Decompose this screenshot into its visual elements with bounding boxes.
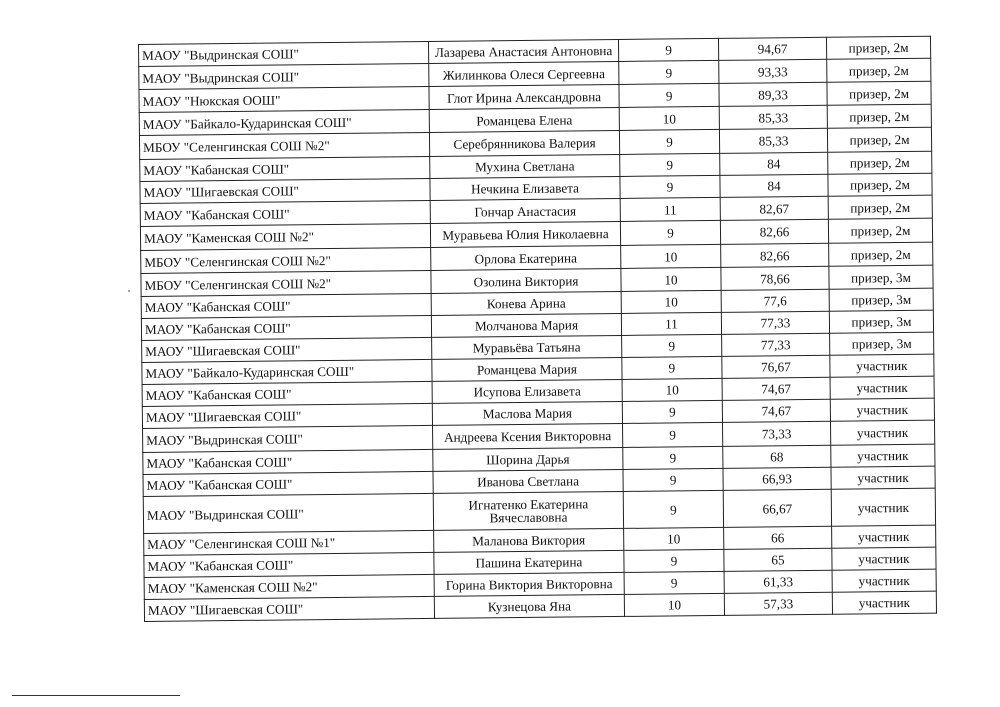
name-cell: Кузнецова Яна <box>434 594 624 618</box>
grade-cell: 9 <box>620 220 720 245</box>
score-cell: 68 <box>723 445 831 468</box>
school-cell: МАОУ "Выдринская СОШ" <box>143 425 433 452</box>
grade-cell: 9 <box>622 400 722 423</box>
grade-cell: 10 <box>622 378 722 401</box>
score-cell: 66 <box>724 526 832 549</box>
score-cell: 93,33 <box>719 59 827 83</box>
score-cell: 94,67 <box>718 37 826 60</box>
name-cell: Серебрянникова Валерия <box>429 130 619 156</box>
name-cell: Гончар Анастасия <box>430 198 620 223</box>
school-cell: МБОУ "Селенгинская СОШ №2" <box>141 270 431 296</box>
score-cell: 66,67 <box>723 489 831 527</box>
grade-cell: 9 <box>622 334 722 357</box>
name-cell: Андреева Ксения Викторовна <box>433 423 623 449</box>
name-cell: Игнатенко Екатерина Вячеславовна <box>433 491 623 530</box>
grade-cell: 10 <box>621 290 721 313</box>
status-cell: участник <box>830 420 934 445</box>
status-cell: призер, 2м <box>828 151 932 174</box>
name-cell: Шорина Дарья <box>433 447 623 471</box>
name-cell: Мухина Светлана <box>430 154 620 178</box>
name-cell: Молчанова Мария <box>431 313 621 337</box>
score-cell: 66,93 <box>723 467 831 490</box>
status-cell: призер, 3м <box>829 310 933 333</box>
school-cell: МБОУ "Селенгинская СОШ №2" <box>141 247 431 273</box>
name-cell: Маланова Виктория <box>434 528 624 552</box>
school-cell: МАОУ "Кабанская СОШ" <box>143 471 433 496</box>
status-cell: призер, 2м <box>827 127 931 152</box>
name-cell: Орлова Екатерина <box>431 245 621 270</box>
status-cell: призер, 2м <box>826 36 930 59</box>
score-cell: 89,33 <box>719 82 827 106</box>
scan-speck <box>128 290 130 292</box>
grade-cell: 9 <box>620 175 720 198</box>
score-cell: 85,33 <box>719 105 827 129</box>
school-cell: МАОУ "Кабанская СОШ" <box>142 381 432 406</box>
score-cell: 77,33 <box>721 311 829 334</box>
grade-cell: 9 <box>624 571 724 594</box>
name-cell: Нечкина Елизавета <box>430 176 620 200</box>
score-cell: 57,33 <box>724 592 832 615</box>
score-cell: 84 <box>720 174 828 197</box>
name-cell: Маслова Мария <box>432 401 622 425</box>
school-cell: МАОУ "Шигаевская СОШ" <box>142 337 432 362</box>
name-cell: Романцева Мария <box>432 357 622 381</box>
name-cell: Глот Ирина Александровна <box>429 84 619 109</box>
name-cell: Муравьева Юлия Николаевна <box>430 221 620 247</box>
status-cell: призер, 3м <box>829 265 933 289</box>
school-cell: МАОУ "Байкало-Кударинская СОШ" <box>139 109 429 135</box>
grade-cell: 9 <box>623 446 723 469</box>
status-cell: призер, 2м <box>828 195 932 219</box>
score-cell: 74,67 <box>722 399 830 422</box>
school-cell: МБОУ "Селенгинская СОШ №2" <box>139 132 429 159</box>
status-cell: призер, 3м <box>830 332 934 355</box>
school-cell: МАОУ "Кабанская СОШ" <box>143 449 433 474</box>
score-cell: 78,66 <box>721 266 829 290</box>
status-cell: призер, 2м <box>829 242 933 266</box>
status-cell: участник <box>832 525 936 548</box>
grade-cell: 9 <box>619 83 719 107</box>
status-cell: участник <box>832 569 936 592</box>
grade-cell: 9 <box>623 490 723 528</box>
name-cell: Романцева Елена <box>429 107 619 132</box>
school-cell: МАОУ "Кабанская СОШ" <box>140 156 430 181</box>
score-cell: 85,33 <box>719 128 827 153</box>
status-cell: призер, 2м <box>828 218 932 243</box>
school-cell: МАОУ "Кабанская СОШ" <box>144 552 434 577</box>
score-cell: 77,6 <box>721 289 829 312</box>
school-cell: МАОУ "Кабанская СОШ" <box>141 293 431 318</box>
grade-cell: 9 <box>619 60 719 84</box>
school-cell: МАОУ "Выдринская СОШ" <box>143 493 433 533</box>
score-cell: 61,33 <box>724 570 832 593</box>
school-cell: МАОУ "Каменская СОШ №2" <box>140 223 430 250</box>
school-cell: МАОУ "Байкало-Кударинская СОШ" <box>142 359 432 384</box>
status-cell: участник <box>830 398 934 421</box>
grade-cell: 10 <box>621 267 721 291</box>
grade-cell: 11 <box>620 197 720 221</box>
name-cell: Муравьёва Татьяна <box>432 335 622 359</box>
score-cell: 82,66 <box>721 243 829 267</box>
name-cell: Исупова Елизавета <box>432 379 622 403</box>
grade-cell: 9 <box>623 422 723 447</box>
score-cell: 82,67 <box>720 196 828 220</box>
school-cell: МАОУ "Кабанская СОШ" <box>140 200 430 226</box>
score-cell: 82,66 <box>720 219 828 244</box>
grade-cell: 9 <box>619 129 719 154</box>
score-cell: 77,33 <box>722 333 830 356</box>
score-cell: 73,33 <box>722 421 830 446</box>
name-cell: Конева Арина <box>431 291 621 315</box>
results-table-body <box>139 36 937 621</box>
status-cell: призер, 2м <box>827 81 931 105</box>
school-cell: МАОУ "Шигаевская СОШ" <box>144 596 434 621</box>
school-cell: МАОУ "Шигаевская СОШ" <box>140 178 430 203</box>
status-cell: участник <box>831 466 935 489</box>
school-cell: МАОУ "Каменская СОШ №2" <box>144 574 434 599</box>
score-cell: 76,67 <box>722 355 830 378</box>
school-cell: МАОУ "Шигаевская СОШ" <box>142 403 432 428</box>
school-cell: МАОУ "Выдринская СОШ" <box>139 41 429 66</box>
score-cell: 65 <box>724 548 832 571</box>
grade-cell: 9 <box>618 38 718 61</box>
status-cell: участник <box>832 547 936 570</box>
status-cell: участник <box>832 591 936 614</box>
status-cell: призер, 2м <box>828 173 932 196</box>
name-cell: Иванова Светлана <box>433 469 623 493</box>
status-cell: призер, 2м <box>827 104 931 128</box>
school-cell: МАОУ "Нюкская ООШ" <box>139 86 429 112</box>
status-cell: призер, 3м <box>829 288 933 311</box>
grade-cell: 10 <box>624 527 724 550</box>
name-cell: Пашина Екатерина <box>434 550 624 574</box>
name-cell: Лазарева Анастасия Антоновна <box>428 39 618 63</box>
footnote-line <box>12 695 180 696</box>
status-cell: призер, 2м <box>827 58 931 82</box>
grade-cell: 9 <box>620 153 720 176</box>
name-cell: Озолина Виктория <box>431 268 621 293</box>
name-cell: Жилинкова Олеся Сергеевна <box>429 61 619 86</box>
grade-cell: 11 <box>621 312 721 335</box>
score-cell: 84 <box>720 152 828 175</box>
grade-cell: 9 <box>622 356 722 379</box>
status-cell: участник <box>830 376 934 399</box>
school-cell: МАОУ "Кабанская СОШ" <box>141 315 431 340</box>
grade-cell: 10 <box>624 593 724 616</box>
grade-cell: 10 <box>621 244 721 268</box>
school-cell: МАОУ "Выдринская СОШ" <box>139 63 429 89</box>
status-cell: участник <box>831 488 935 526</box>
score-cell: 74,67 <box>722 377 830 400</box>
status-cell: участник <box>831 444 935 467</box>
results-table <box>138 36 937 622</box>
grade-cell: 9 <box>624 549 724 572</box>
status-cell: участник <box>830 354 934 377</box>
grade-cell: 9 <box>623 468 723 491</box>
school-cell: МАОУ "Селенгинская СОШ №1" <box>144 530 434 555</box>
grade-cell: 10 <box>619 106 719 130</box>
name-cell: Горина Виктория Викторовна <box>434 572 624 596</box>
